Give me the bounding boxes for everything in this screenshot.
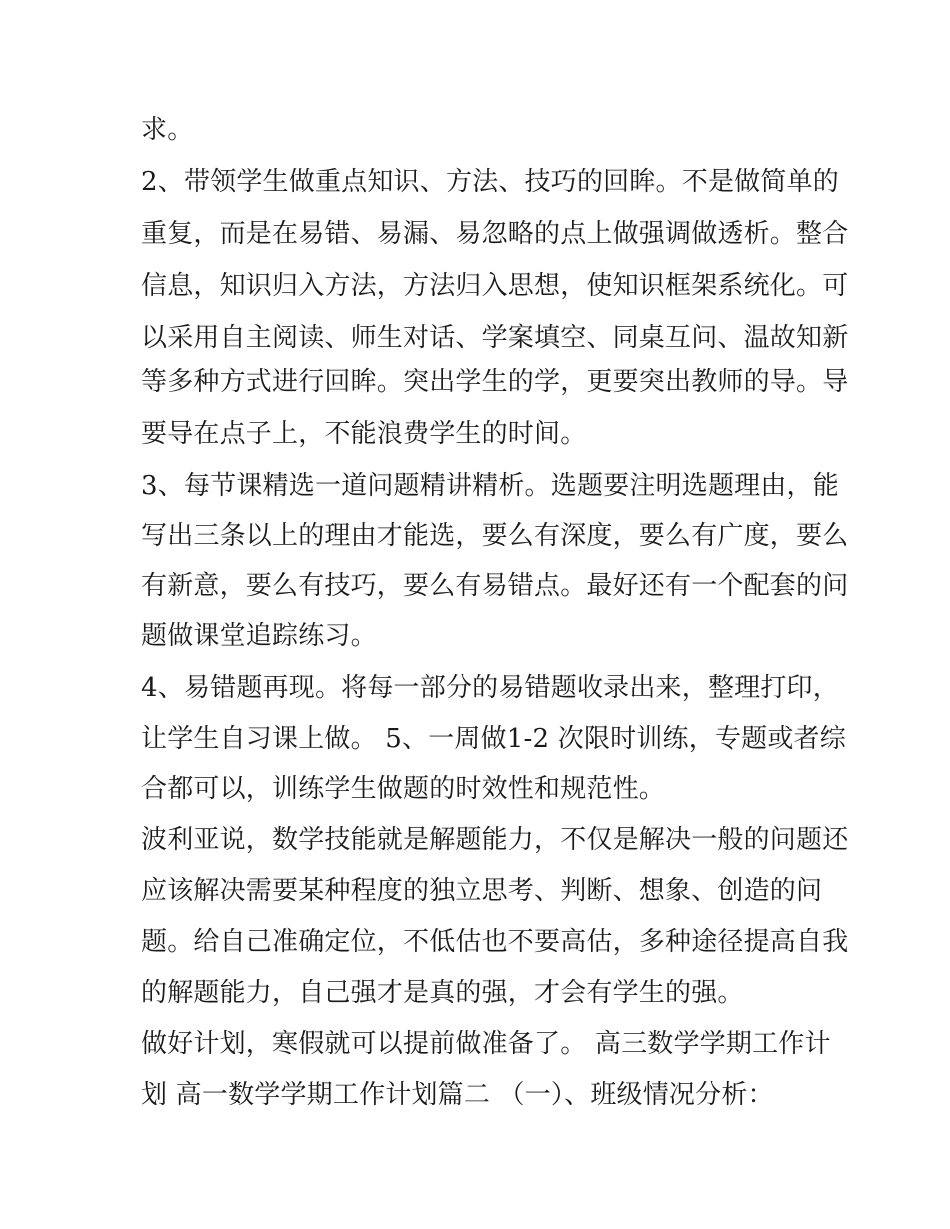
text-line: 以采用自主阅读、师生对话、学案填空、同桌互问、温故知新 (141, 323, 849, 353)
text-line: 合都可以，训练学生做题的时效性和规范性。 (141, 774, 666, 804)
text-line: 求。 (141, 115, 194, 145)
text-line: 重复，而是在易错、易漏、易忽略的点上做强调做透析。整合 (141, 219, 849, 249)
text-line: 3、每节课精选一道问题精讲精析。选题要注明选题理由，能 (141, 471, 839, 501)
text-line: 要导在点子上，不能浪费学生的时间。 (141, 419, 587, 449)
text-line: 的解题能力，自己强才是真的强，才会有学生的强。 (141, 978, 744, 1008)
text-line: 让学生自习课上做。 5、一周做1-2 次限时训练，专题或者综 (141, 724, 846, 754)
text-line: 2、带领学生做重点知识、方法、技巧的回眸。不是做简单的 (141, 167, 839, 197)
text-line: 信息，知识归入方法，方法归入思想，使知识框架系统化。可 (141, 271, 849, 301)
text-line: 等多种方式进行回眸。突出学生的学，更要突出教师的导。导 (141, 367, 849, 397)
text-line: 题做课堂追踪练习。 (141, 621, 377, 651)
text-line: 写出三条以上的理由才能选，要么有深度，要么有广度，要么 (141, 521, 849, 551)
text-line: 做好计划，寒假就可以提前做准备了。 高三数学学期工作计 (141, 1029, 831, 1059)
text-line: 划 高一数学学期工作计划篇二 （一）、班级情况分析： (141, 1080, 774, 1110)
text-line: 应该解决需要某种程度的独立思考、判断、想象、创造的问 (141, 876, 823, 906)
text-line: 波利亚说，数学技能就是解题能力，不仅是解决一般的问题还 (141, 825, 849, 855)
text-line: 题。给自己准确定位，不低估也不要高估，多种途径提高自我 (141, 927, 849, 957)
text-line: 有新意，要么有技巧，要么有易错点。最好还有一个配套的问 (141, 571, 849, 601)
text-line: 4、易错题再现。将每一部分的易错题收录出来，整理打印， (141, 673, 839, 703)
